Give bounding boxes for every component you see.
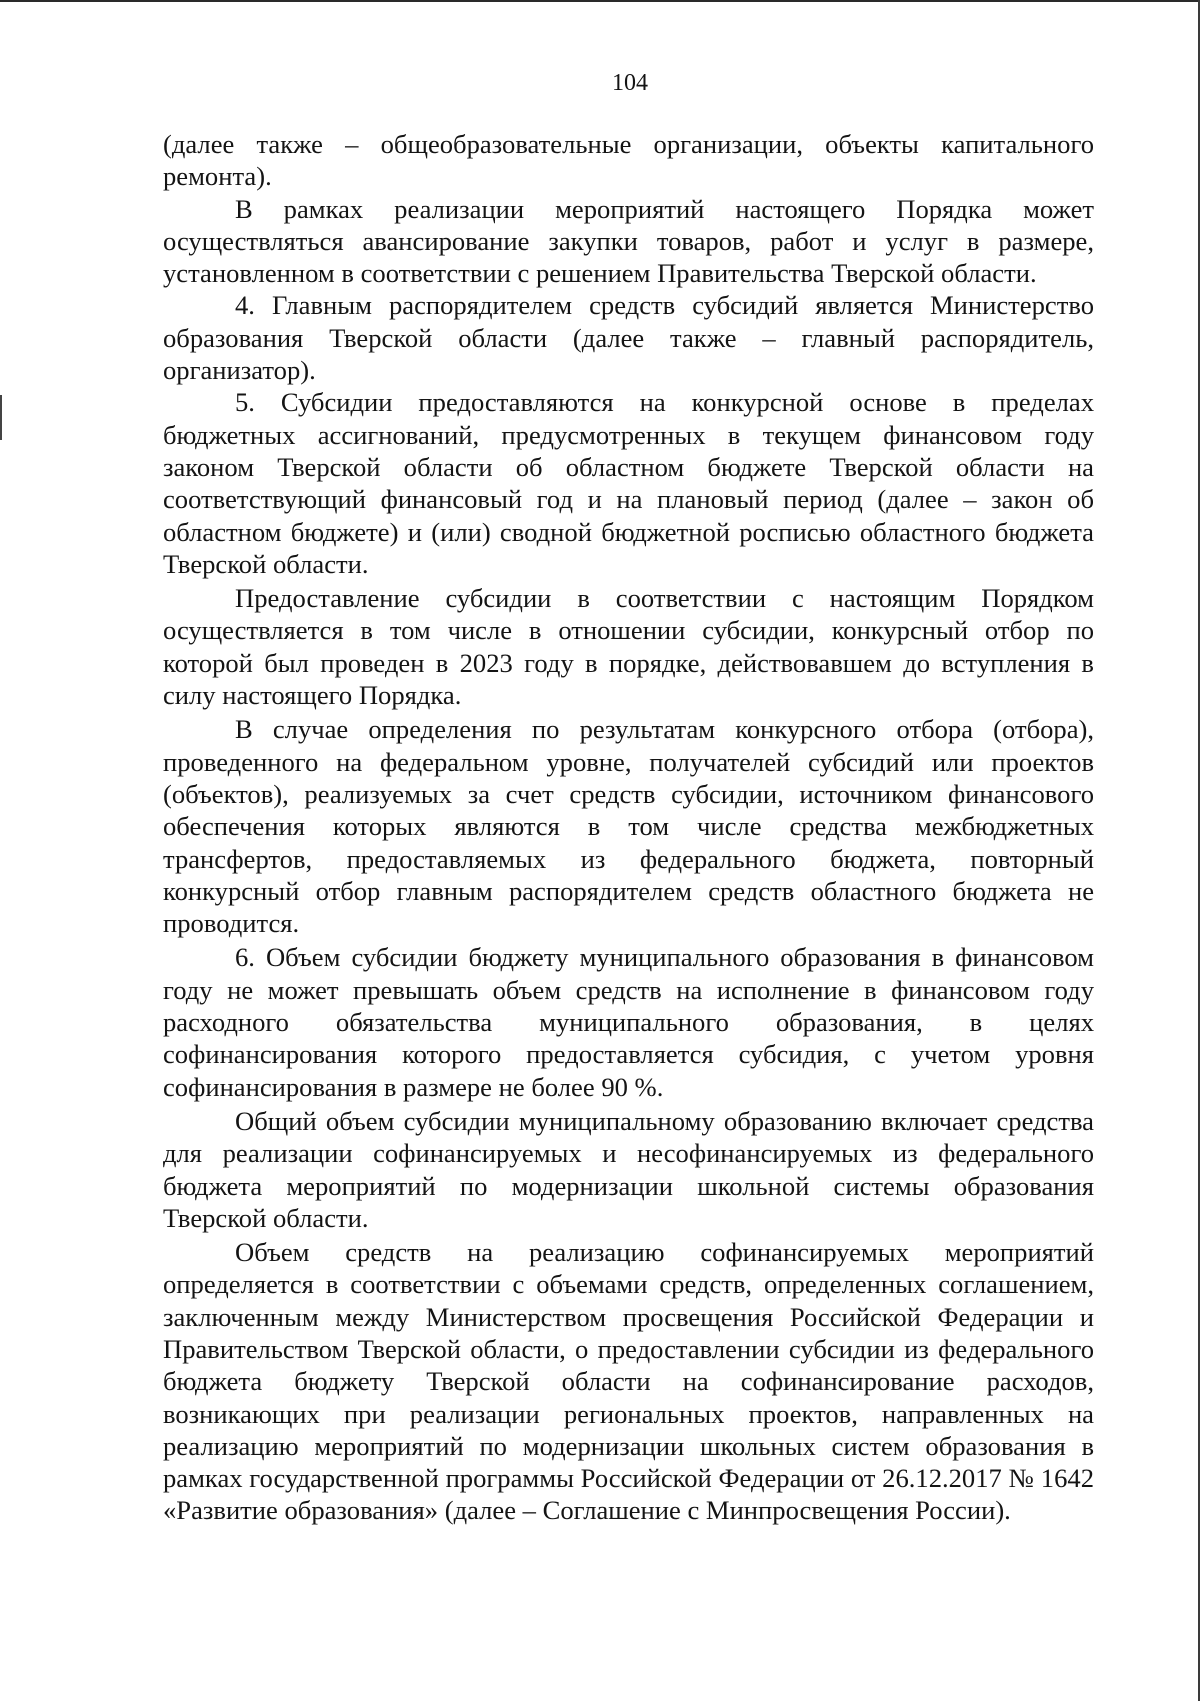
page-number: 104 [612, 70, 648, 96]
paragraph-total-volume: Общий объем субсидии муниципальному образованию включает средства для реализации софинансируемых и несофинансируемых из федерального бюджета мероприятий по модернизации школьной системы образования Тверской области. [163, 1105, 1094, 1233]
scan-edge-top [0, 0, 1200, 2]
paragraph-item-6: 6. Объем субсидии бюджету муниципального образования в финансовом году не может превышать объем средств на исполнение в финансовом году расходного обязательства муниципального образования, в целях софинансирования которого предоставляется субсидия, с учетом уровня софинансирования в размере не более 90 %. [163, 942, 1094, 1102]
paragraph-cofinanced-volume: Объем средств на реализацию софинансируемых мероприятий определяется в соответствии с объемами средств, определенных соглашением, заключенным между Министерством просвещения Российской Федерации и Правительством Тверской области, о предоставлении субсидии из федерального бюджета бюджету Тверской области на софинансирование расходов, возникающих при реализации региональных проектов, направленных на реализацию мероприятий по модернизации школьных систем образования в рамках государственной программы Российской Федерации от 26.12.2017 № 1642 «Развитие образования» (далее – Соглашение с Минпросвещения России). [163, 1237, 1094, 1526]
paragraph-item-4: 4. Главным распорядителем средств субсидий является Министерство образования Тверской области (далее также – главный распорядитель, организатор). [163, 290, 1094, 386]
document-body [163, 128, 1094, 1527]
paragraph-federal-selection: В случае определения по результатам конкурсного отбора (отбора), проведенного на федеральном уровне, получателей субсидий или проектов (объектов), реализуемых за счет средств субсидии, источником финансового обеспечения которых являются в том числе средства межбюджетных трансфертов, предоставляемых из федерального бюджета, повторный конкурсный отбор главным распорядителем средств областного бюджета не проводится. [163, 714, 1094, 939]
paragraph-provision-2023: Предоставление субсидии в соответствии с настоящим Порядком осуществляется в том числе в отношении субсидии, конкурсный отбор по которой был проведен в 2023 году в порядке, действовавшем до вступления в силу настоящего Порядка. [163, 583, 1094, 711]
paragraph-item-5: 5. Субсидии предоставляются на конкурсной основе в пределах бюджетных ассигнований, предусмотренных в текущем финансовом году законом Тверской области об областном бюджете Тверской области на соответствующий финансовый год и на плановый период (далее – закон об областном бюджете) и (или) сводной бюджетной росписью областного бюджета Тверской области. [163, 387, 1094, 579]
paragraph-continuation: (далее также – общеобразовательные организации, объекты капитального ремонта). [163, 129, 1094, 192]
scan-edge-left [0, 395, 2, 440]
paragraph-advance-payment: В рамках реализации мероприятий настоящего Порядка может осуществляться авансирование закупки товаров, работ и услуг в размере, установленном в соответствии с решением Правительства Тверской области. [163, 193, 1094, 289]
